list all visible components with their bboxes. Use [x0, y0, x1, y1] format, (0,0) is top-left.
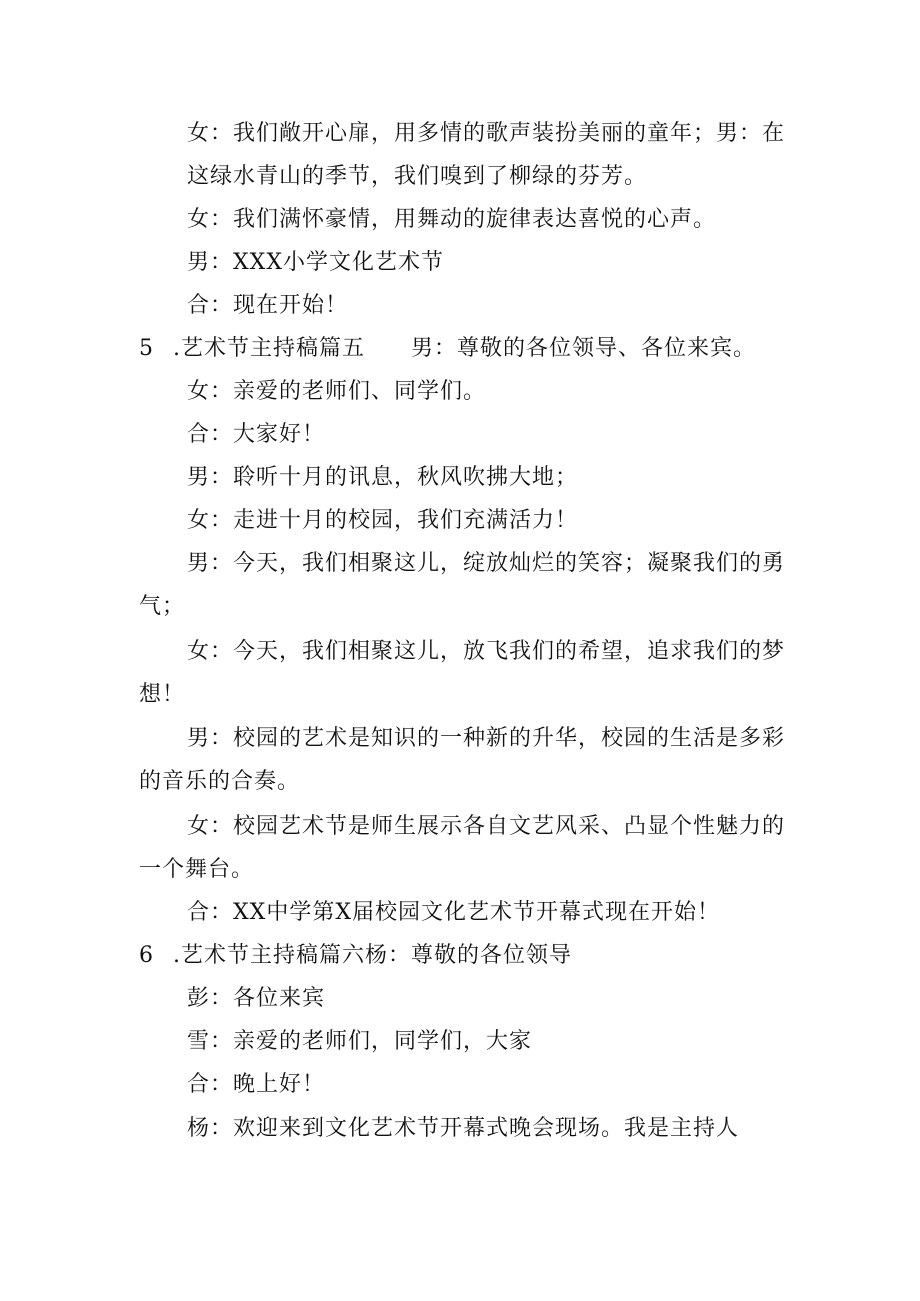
paragraph-line: 合：现在开始！: [187, 293, 349, 318]
heading-title: .艺术节主持稿篇六杨：尊敬的各位领导: [173, 943, 572, 968]
heading-number: 6: [139, 943, 154, 968]
paragraph-line: 合：大家好！: [187, 422, 326, 447]
heading-first-line: 男：尊敬的各位领导、各位来宾。: [411, 336, 757, 361]
paragraph-line: 雪：亲爱的老师们，同学们，大家: [187, 1029, 533, 1054]
paragraph-line: 想！: [139, 682, 186, 707]
paragraph-line: 的音乐的合奏。: [139, 769, 301, 794]
paragraph-line: 合：XX中学第X届校园文化艺术节开幕式现在开始！: [187, 900, 720, 925]
paragraph-line: 男：XXX小学文化艺术节: [187, 250, 444, 275]
paragraph-line: 气；: [139, 594, 186, 619]
section-heading-6: [139, 941, 572, 971]
paragraph-line: 女：亲爱的老师们、同学们。: [187, 379, 487, 404]
paragraph-line: 男：校园的艺术是知识的一种新的升华，校园的生活是多彩: [187, 726, 786, 751]
paragraph-line: 合：晚上好！: [187, 1072, 326, 1097]
heading-number: 5: [139, 336, 154, 361]
paragraph-line: 杨：欢迎来到文化艺术节开幕式晚会现场。我是主持人: [187, 1116, 740, 1141]
paragraph-line: 女：走进十月的校园，我们充满活力！: [187, 508, 579, 533]
paragraph-line: 女：校园艺术节是师生展示各自文艺风采、凸显个性魅力的: [187, 814, 786, 839]
paragraph-line: 男：聆听十月的讯息，秋风吹拂大地；: [187, 465, 579, 490]
paragraph-line: 女：我们敞开心扉，用多情的歌声装扮美丽的童年；男：在: [187, 121, 786, 146]
paragraph-line: 这绿水青山的季节，我们嗅到了柳绿的芬芳。: [187, 164, 648, 189]
paragraph-line: 一个舞台。: [139, 857, 255, 882]
section-heading-5: [139, 334, 756, 364]
paragraph-line: 女：今天，我们相聚这儿，放飞我们的希望，追求我们的梦: [187, 639, 786, 664]
heading-title: .艺术节主持稿篇五: [173, 336, 365, 361]
paragraph-line: 女：我们满怀豪情，用舞动的旋律表达喜悦的心声。: [187, 207, 717, 232]
paragraph-line: 男：今天，我们相聚这儿，绽放灿烂的笑容；凝聚我们的勇: [187, 551, 786, 576]
paragraph-line: 彭：各位来宾: [187, 986, 326, 1011]
